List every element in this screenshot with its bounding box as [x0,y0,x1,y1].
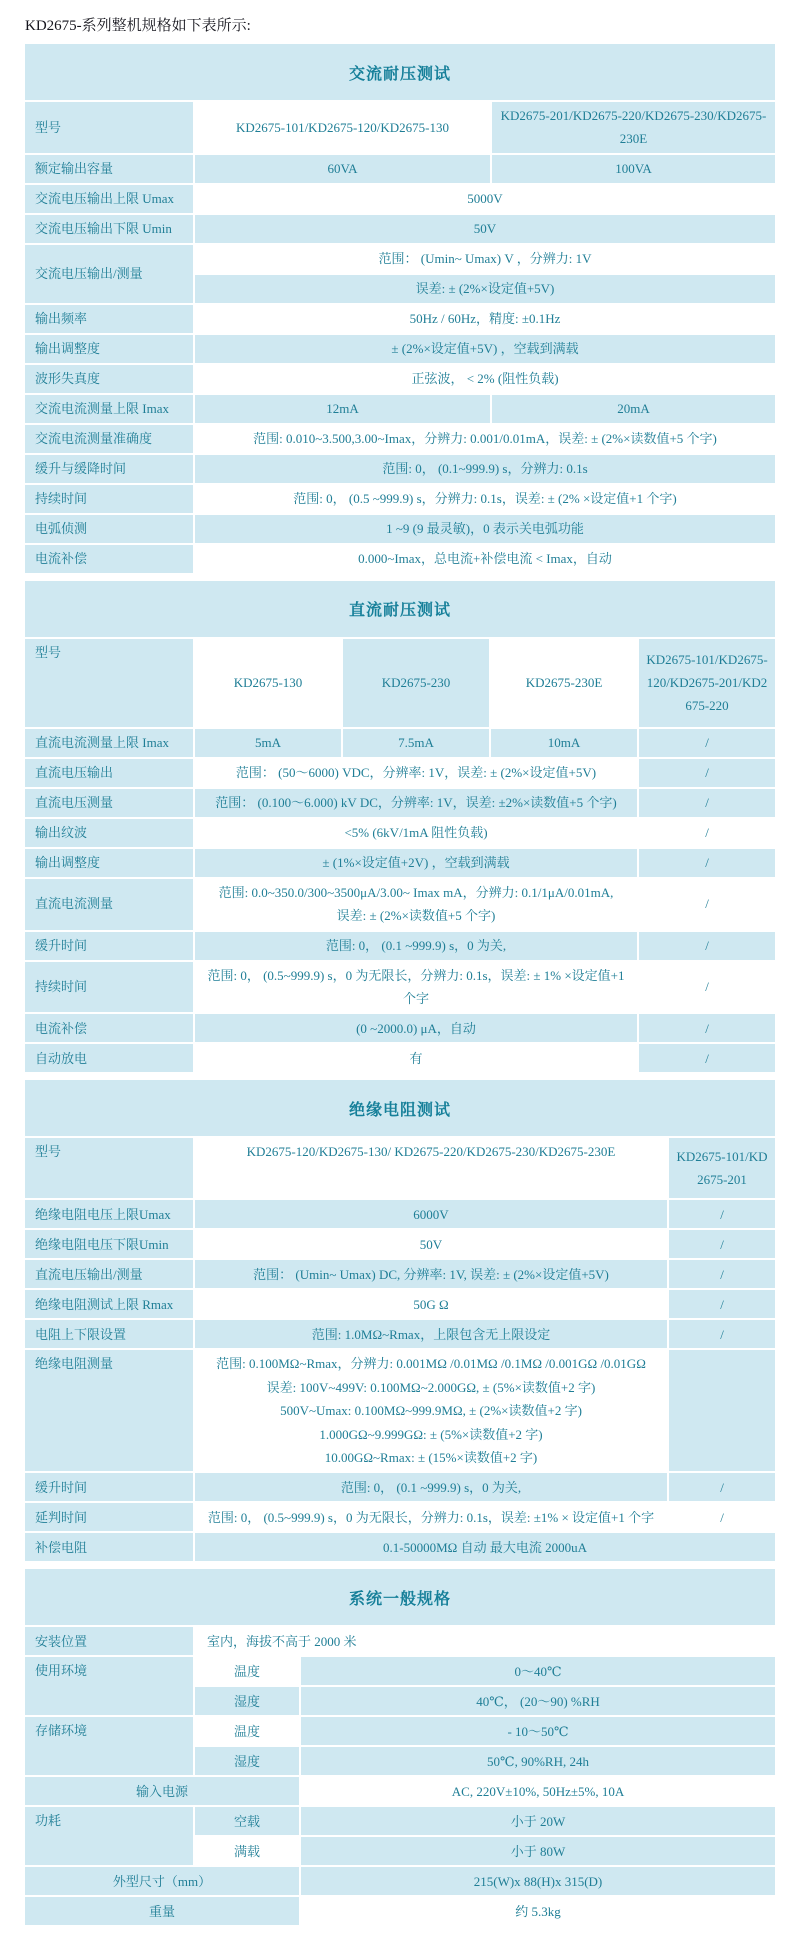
row-label: 输入电源 [25,1777,299,1805]
model-group-left: KD2675-101/KD2675-120/KD2675-130 [195,102,490,153]
not-applicable-cell: / [639,819,775,847]
row-value: 5mA [195,729,341,757]
row-value: 40℃， (20～90) %RH [301,1687,775,1715]
table-row-dimensions [25,1867,775,1895]
not-applicable-cell: / [669,1200,775,1228]
row-value: 范围: 0， (0.1~999.9) s，分辨力: 0.1s [195,455,775,483]
sub-row-temperature [195,1657,775,1685]
row-label: 波形失真度 [25,365,193,393]
row-value: 0.000~Imax，总电流+补偿电流 < Imax，自动 [195,545,775,573]
row-value: 1 ~9 (9 最灵敏)，0 表示关电弧功能 [195,515,775,543]
value-line: 误差: 100V~499V: 0.100MΩ~2.000GΩ, ± (5%×读数值+2 字) [266,1379,596,1395]
table-row-install-location [25,1627,775,1655]
table-row-rmax [25,1290,775,1318]
not-applicable-cell: / [669,1320,775,1348]
table-row-umin [25,1230,775,1258]
row-value: AC, 220V±10%, 50Hz±5%, 10A [301,1777,775,1805]
not-applicable-cell: / [669,1503,775,1531]
model-cell: KD2675-130 [195,639,341,727]
table-row-storage-env [25,1717,775,1775]
row-label: 直流电流测量 [25,879,193,930]
table-row-duration [25,485,775,513]
row-label: 型号 [25,639,193,727]
row-value: 7.5mA [343,729,489,757]
not-applicable-cell: / [639,962,775,1013]
row-value: 0.1-50000MΩ 自动 最大电流 2000uA [195,1533,775,1561]
row-label: 电流补偿 [25,545,193,573]
row-label: 输出频率 [25,305,193,333]
row-label: 补偿电阻 [25,1533,193,1561]
spec-document [25,0,775,1925]
sub-row-temperature [195,1717,775,1745]
not-applicable-cell: / [669,1473,775,1501]
row-value: 小于 80W [301,1837,775,1865]
table-row-imax [25,395,775,423]
sub-label: 温度 [195,1717,299,1745]
sub-row-full-load [195,1837,775,1865]
table-row-arc [25,515,775,543]
table-row-model [25,1138,775,1198]
row-label: 缓升时间 [25,932,193,960]
section-system-specs [25,1569,775,1925]
row-label: 重量 [25,1897,299,1925]
not-applicable-cell: / [639,1014,775,1042]
row-value: 范围： (50～6000) VDC，分辨率: 1V，误差: ± (2%×设定值+5V) [195,759,637,787]
table-row-delay [25,1503,775,1531]
value-line: 10.00GΩ~Rmax: ± (15%×读数值+2 字) [324,1449,538,1465]
model-group-right: KD2675-101/KD2675-201 [669,1138,775,1198]
sub-label: 湿度 [195,1687,299,1715]
section-dc-test [25,581,775,1073]
row-value: 范围： (0.100～6.000) kV DC，分辨率: 1V，误差: ±2%×读数值+5 个字) [195,789,637,817]
table-row-umax [25,1200,775,1228]
row-label: 交流电流测量上限 Imax [25,395,193,423]
table-row-discharge [25,1044,775,1072]
row-value: 6000V [195,1200,667,1228]
table-row-operating-env [25,1657,775,1715]
table-row-model [25,639,775,727]
not-applicable-cell: / [639,759,775,787]
row-label: 绝缘电阻测量 [25,1350,193,1471]
row-value [195,1350,667,1471]
section-header-dc: 直流耐压测试 [25,581,775,637]
row-value: 范围: 0， (0.1 ~999.9) s，0 为关, [195,1473,667,1501]
model-cell: KD2675-230 [343,639,489,727]
table-row-duration [25,962,775,1013]
row-label: 直流电压输出/测量 [25,1260,193,1288]
row-value: 误差: ± (2%×设定值+5V) [195,275,775,303]
row-label: 电阻上下限设置 [25,1320,193,1348]
model-cell: KD2675-230E [491,639,637,727]
table-row-voltage-measure [25,789,775,817]
table-row-resistance-measure [25,1350,775,1471]
sub-rows [195,1717,775,1775]
sub-row [195,275,775,303]
row-value: 范围: 0.010~3.500,3.00~Imax，分辨力: 0.001/0.01mA，误差: ± (2%×读数值+5 个字) [195,425,775,453]
row-value [195,879,637,930]
value-line: 500V~Umax: 0.100MΩ~999.9MΩ, ± (2%×读数值+2 字) [280,1403,582,1419]
table-row-compensation [25,545,775,573]
row-value: - 10～50℃ [301,1717,775,1745]
sub-rows [195,1657,775,1715]
section-ir-test [25,1080,775,1561]
not-applicable-cell: / [639,1044,775,1072]
row-value: 约 5.3kg [301,1897,775,1925]
row-label: 交流电流测量准确度 [25,425,193,453]
table-row-ramp [25,1473,775,1501]
sub-label: 空载 [195,1807,299,1835]
row-value: 范围： (Umin~ Umax) V ，分辨力: 1V [195,245,775,273]
row-label: 直流电压测量 [25,789,193,817]
row-value: <5% (6kV/1mA 阻性负载) [195,819,637,847]
table-row-voltage-output [25,759,775,787]
sub-label: 满载 [195,1837,299,1865]
table-row-umin [25,215,775,243]
value-line: 误差: ± (2%×读数值+5 个字) [336,908,496,924]
row-value: 215(W)x 88(H)x 315(D) [301,1867,775,1895]
not-applicable-cell: / [639,729,775,757]
row-value: 20mA [492,395,775,423]
row-value: 50V [195,1230,667,1258]
row-label: 输出调整度 [25,849,193,877]
row-label: 持续时间 [25,485,193,513]
model-group-left: KD2675-120/KD2675-130/ KD2675-220/KD2675-230/KD2675-230E [195,1138,667,1198]
row-label: 型号 [25,102,193,153]
row-value: ± (1%×设定值+2V) ，空载到满载 [195,849,637,877]
table-row-capacity [25,155,775,183]
table-row-accuracy [25,425,775,453]
table-row-frequency [25,305,775,333]
table-row-power-consumption [25,1807,775,1865]
table-row-current-measure [25,879,775,930]
page-title: KD2675-系列整机规格如下表所示: [25,18,251,34]
row-label: 直流电流测量上限 Imax [25,729,193,757]
row-label: 使用环境 [25,1657,193,1715]
row-value: 范围: 0， (0.5~999.9) s，0 为无限长，分辨力: 0.1s，误差: ± 1% ×设定值+1 个字 [195,962,637,1013]
table-row-model [25,102,775,153]
table-row-ripple [25,819,775,847]
table-row-voltage-measure [25,1260,775,1288]
table-row-ramp [25,455,775,483]
not-applicable-cell: / [669,1230,775,1258]
row-label: 自动放电 [25,1044,193,1072]
row-value: 10mA [491,729,637,757]
row-label: 电弧侦测 [25,515,193,543]
sub-label: 温度 [195,1657,299,1685]
table-row-compensation [25,1014,775,1042]
row-value: 50G Ω [195,1290,667,1318]
table-row-ramp [25,932,775,960]
sub-label: 湿度 [195,1747,299,1775]
not-applicable-cell: / [639,849,775,877]
row-label: 缓升与缓降时间 [25,455,193,483]
value-line: 范围: 0.100MΩ~Rmax，分辨力: 0.001MΩ /0.01MΩ /0.1MΩ /0.001GΩ /0.01GΩ [216,1356,646,1372]
not-applicable-cell: / [639,879,775,930]
row-label: 延判时间 [25,1503,193,1531]
row-label: 安装位置 [25,1627,193,1655]
table-row-regulation [25,335,775,363]
table-row-input-power [25,1777,775,1805]
row-label: 输出纹波 [25,819,193,847]
row-value: 范围: 0， (0.1 ~999.9) s，0 为关, [195,932,637,960]
table-row-imax [25,729,775,757]
table-row-regulation [25,849,775,877]
row-label: 功耗 [25,1807,193,1865]
row-value: (0 ~2000.0) μA，自动 [195,1014,637,1042]
row-value: 小于 20W [301,1807,775,1835]
table-row-umax [25,185,775,213]
row-label: 缓升时间 [25,1473,193,1501]
section-header-ac: 交流耐压测试 [25,44,775,100]
section-header-ir: 绝缘电阻测试 [25,1080,775,1136]
row-label: 持续时间 [25,962,193,1013]
sub-rows [195,1807,775,1865]
row-value: 0～40℃ [301,1657,775,1685]
row-label: 交流电压输出下限 Umin [25,215,193,243]
row-value: 范围: 1.0MΩ~Rmax，上限包含无上限设定 [195,1320,667,1348]
value-line: 1.000GΩ~9.999GΩ: ± (5%×读数值+2 字) [319,1426,543,1442]
model-cell: KD2675-101/KD2675-120/KD2675-201/KD2675-220 [639,639,775,727]
row-value: 范围: 0， (0.5 ~999.9) s，分辨力: 0.1s，误差: ± (2% ×设定值+1 个字) [195,485,775,513]
row-label: 直流电压输出 [25,759,193,787]
row-value: 有 [195,1044,637,1072]
row-value: 50V [195,215,775,243]
row-value: 50Hz / 60Hz，精度: ±0.1Hz [195,305,775,333]
row-value: 范围： (Umin~ Umax) DC, 分辨率: 1V, 误差: ± (2%×设定值+5V) [195,1260,667,1288]
row-label: 外型尺寸（mm） [25,1867,299,1895]
model-group-right: KD2675-201/KD2675-220/KD2675-230/KD2675-230E [492,102,775,153]
row-value: 100VA [492,155,775,183]
not-applicable-cell [669,1350,775,1471]
value-line: 范围: 0.0~350.0/300~3500μA/3.00~ Imax mA，分辨力: 0.1/1μA/0.01mA, [218,884,614,900]
table-row-limit-setting [25,1320,775,1348]
row-value: 50℃, 90%RH, 24h [301,1747,775,1775]
row-label: 输出调整度 [25,335,193,363]
row-value: 正弦波， < 2% (阻性负载) [195,365,775,393]
row-value: 范围: 0， (0.5~999.9) s，0 为无限长，分辨力: 0.1s，误差: ±1% × 设定值+1 个字 [195,1503,667,1531]
not-applicable-cell: / [639,789,775,817]
row-label: 存储环境 [25,1717,193,1775]
row-label: 绝缘电阻测试上限 Rmax [25,1290,193,1318]
row-label: 交流电压输出/测量 [25,245,193,303]
sub-rows [195,245,775,303]
table-row-weight [25,1897,775,1925]
sub-row-humidity [195,1687,775,1715]
sub-row-no-load [195,1807,775,1835]
row-label: 额定输出容量 [25,155,193,183]
table-row-comp-resistance [25,1533,775,1561]
sub-row-humidity [195,1747,775,1775]
row-label: 绝缘电阻电压上限Umax [25,1200,193,1228]
row-label: 交流电压输出上限 Umax [25,185,193,213]
row-value: ± (2%×设定值+5V) ，空载到满载 [195,335,775,363]
row-value: 60VA [195,155,490,183]
section-ac-test [25,44,775,573]
table-row-output-measure [25,245,775,303]
not-applicable-cell: / [669,1260,775,1288]
row-value: 5000V [195,185,775,213]
sub-row [195,245,775,273]
row-label: 电流补偿 [25,1014,193,1042]
not-applicable-cell: / [669,1290,775,1318]
table-row-distortion [25,365,775,393]
row-label: 型号 [25,1138,193,1198]
not-applicable-cell: / [639,932,775,960]
row-value: 12mA [195,395,490,423]
row-value: 室内，海拔不高于 2000 米 [195,1627,775,1655]
section-header-system: 系统一般规格 [25,1569,775,1625]
row-label: 绝缘电阻电压下限Umin [25,1230,193,1258]
